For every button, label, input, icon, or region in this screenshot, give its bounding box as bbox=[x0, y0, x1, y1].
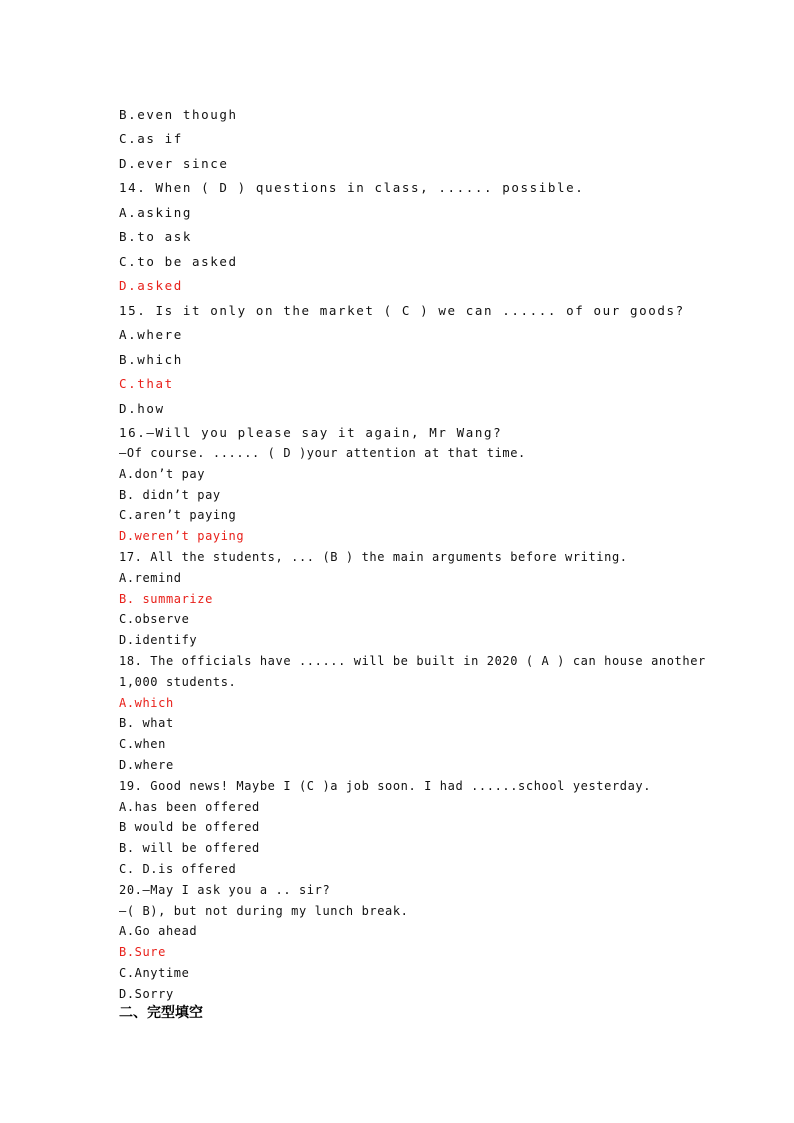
correct-answer-line: D.asked bbox=[119, 278, 183, 293]
option-line: D.how bbox=[119, 401, 165, 416]
option-line: A.remind bbox=[119, 571, 182, 585]
correct-answer-line: B.Sure bbox=[119, 945, 166, 959]
option-line: B.which bbox=[119, 352, 183, 367]
option-line: A.asking bbox=[119, 205, 193, 220]
question-16: 16.—Will you please say it again, Mr Wang? bbox=[119, 425, 503, 440]
option-line: D.ever since bbox=[119, 156, 229, 171]
option-line: B. didn’t pay bbox=[119, 488, 221, 502]
question-19: 19. Good news! Maybe I (C )a job soon. I had ......school yesterday. bbox=[119, 779, 652, 793]
section-heading: 二、完型填空 bbox=[119, 1005, 203, 1021]
option-line: D.Sorry bbox=[119, 987, 174, 1001]
option-line: C.Anytime bbox=[119, 966, 190, 980]
option-line: C.observe bbox=[119, 612, 190, 626]
option-line: B. what bbox=[119, 716, 174, 730]
question-20-reply: —( B), but not during my lunch break. bbox=[119, 904, 409, 918]
option-line: C.aren’t paying bbox=[119, 508, 237, 522]
option-line: B. will be offered bbox=[119, 841, 260, 855]
option-line: A.Go ahead bbox=[119, 924, 198, 938]
option-line: A.where bbox=[119, 327, 183, 342]
correct-answer-line: B. summarize bbox=[119, 592, 213, 606]
option-line: C.as if bbox=[119, 131, 183, 146]
question-15: 15. Is it only on the market ( C ) we can ...... of our goods? bbox=[119, 303, 685, 318]
option-line: B.even though bbox=[119, 107, 238, 122]
correct-answer-line: C.that bbox=[119, 376, 174, 391]
option-line: C. D.is offered bbox=[119, 862, 237, 876]
option-line: B would be offered bbox=[119, 820, 260, 834]
option-line: B.to ask bbox=[119, 229, 193, 244]
option-line: D.identify bbox=[119, 633, 198, 647]
question-14: 14. When ( D ) questions in class, ...... possible. bbox=[119, 180, 585, 195]
correct-answer-line: D.weren’t paying bbox=[119, 529, 245, 543]
option-line: D.where bbox=[119, 758, 174, 772]
question-18: 18. The officials have ...... will be built in 2020 ( A ) can house another bbox=[119, 654, 706, 668]
option-line: A.has been offered bbox=[119, 800, 260, 814]
question-18-continued: 1,000 students. bbox=[119, 675, 237, 689]
question-16-reply: —Of course. ...... ( D )your attention at that time. bbox=[119, 446, 526, 460]
option-line: C.to be asked bbox=[119, 254, 238, 269]
question-20: 20.—May I ask you a .. sir? bbox=[119, 883, 331, 897]
correct-answer-line: A.which bbox=[119, 696, 174, 710]
question-17: 17. All the students, ... (B ) the main arguments before writing. bbox=[119, 550, 628, 564]
option-line: A.don’t pay bbox=[119, 467, 206, 481]
option-line: C.when bbox=[119, 737, 166, 751]
